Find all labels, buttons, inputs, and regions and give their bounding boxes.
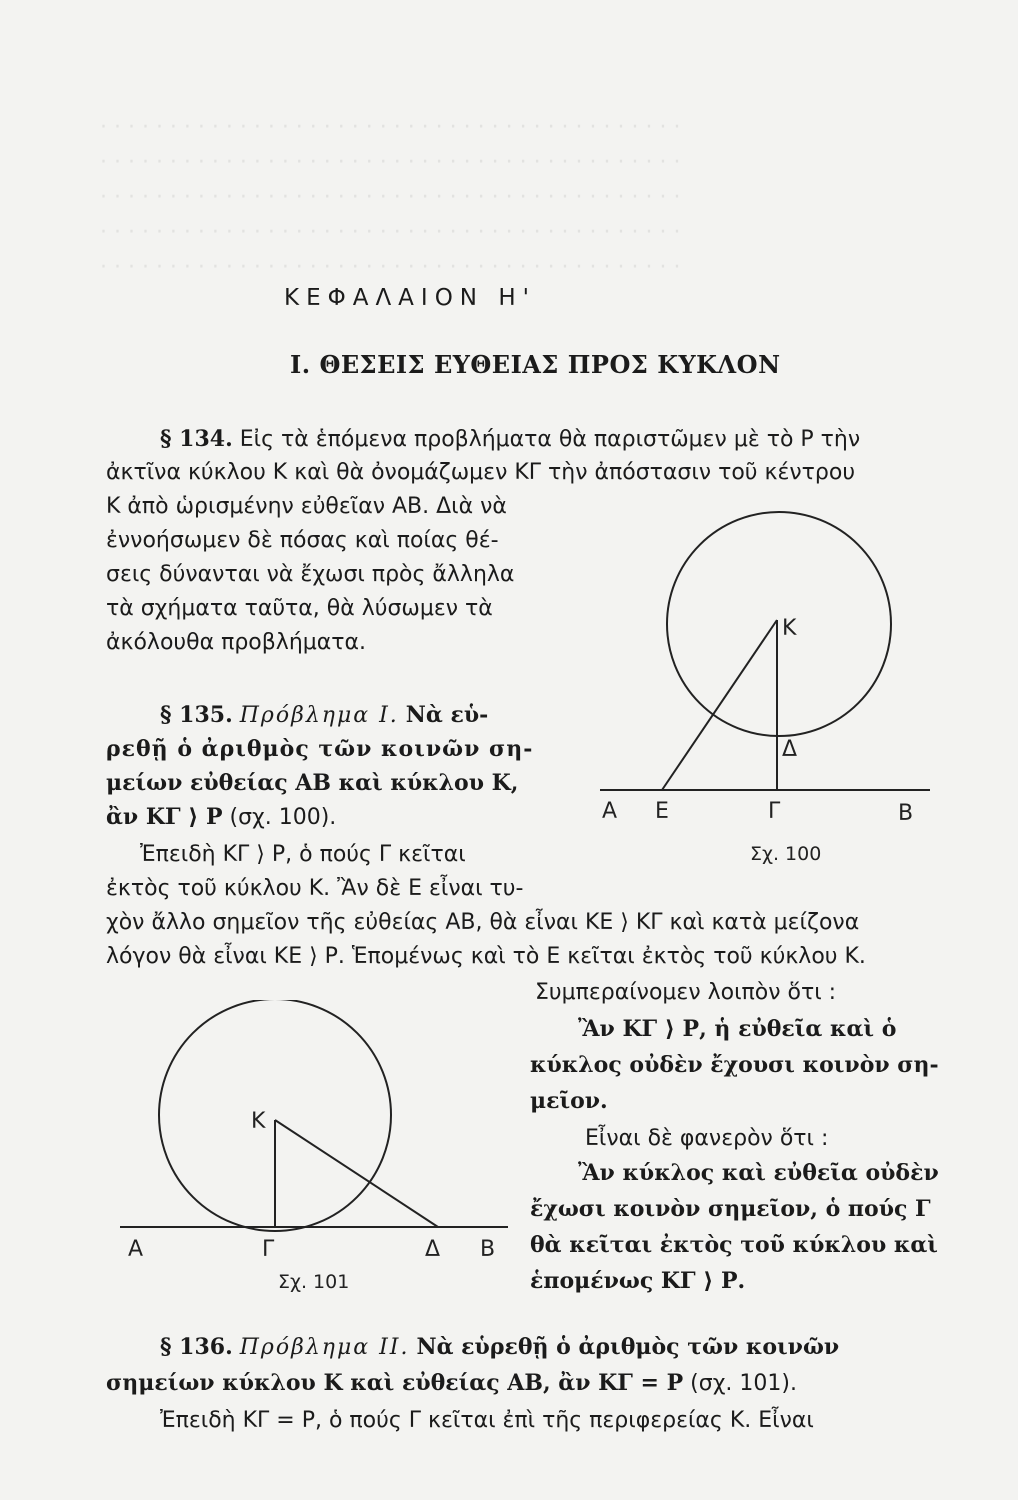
p135-line-2: ρεθῇ ὁ ἀριθμὸς τῶν κοινῶν ση- [106,736,534,762]
fig101-label-B: Β [480,1237,496,1262]
section-number-135: § 135. [160,702,233,728]
fig100-label-E: Ε [655,799,669,824]
conclusion-2-line-2: ἔχωσι κοινὸν σημεῖον, ὁ πούς Γ [530,1196,931,1222]
fig100-label-G: Γ [768,799,781,824]
fig101-segment-KD [275,1120,438,1227]
fig100-circle [667,512,891,736]
conclusion-1-line-3: μεῖον. [530,1088,608,1114]
p136-text-1: Νὰ εὑρεθῇ ὁ ἀριθμὸς τῶν κοινῶν [416,1334,840,1360]
p135-line-3: μείων εὐθείας ΑΒ καὶ κύκλου Κ, [106,770,519,796]
fig100-label-B: Β [898,801,914,826]
page-bleed-through: · · · · · · · · · · · · · · · · · · · · · · · · · · · · · · · · · · · · · · · · · · · · · · · · · · · · · · · · · · · · · · · · · · · · · · · · · · · · · · · · · · · · · · · · · · · · · · · · · · · · · · · · · · · · · · · · · · · · · · · · · · · · · · · · · · · · · · · · · · · · · · · · · · · · · · · · · · · · · · · · · · · · · · · · · · · · · · · · · · · · · · · · · · · · · · · · · · · · · · · · · · · · · · · · · · [100,115,681,280]
p136-condition: σημείων κύκλου Κ καὶ εὐθείας ΑΒ, ἂν ΚΓ = Ρ [106,1370,684,1396]
fig100-label-D: Δ [782,737,798,762]
p134-line-6: τὰ σχήματα ταῦτα, θὰ λύσωμεν τὰ [106,596,493,621]
conclusion-1-line-2: κύκλος οὐδὲν ἔχουσι κοινὸν ση- [530,1052,939,1078]
p135-condition: ἂν ΚΓ ⟩ Ρ [106,804,223,830]
fig100-caption: Σχ. 100 [750,843,822,865]
fig101-label-A: Α [128,1237,144,1262]
fig101-label-G: Γ [262,1237,275,1262]
fig100-segment-KE [662,620,777,790]
section-number-134: § 134. [160,426,233,452]
conclusion-1-line-1: Ἂν ΚΓ ⟩ Ρ, ἡ εὐθεῖα καὶ ὁ [578,1016,897,1042]
p134-line-5: σεις δύνανται νὰ ἔχωσι πρὸς ἄλληλα [106,562,515,587]
figure-100 [600,500,930,870]
section-number-136: § 136. [160,1334,233,1360]
p134-text-1: Εἰς τὰ ἑπόμενα προβλήματα θὰ παριστῶμεν μὲ τὸ Ρ τὴν [239,427,861,452]
p136-line-2 [106,1366,797,1401]
problem-label-1: Πρόβλημα Ι. [239,703,399,728]
p136-line-3: Ἐπειδὴ ΚΓ = Ρ, ὁ πούς Γ κεῖται ἐπὶ τῆς περιφερείας Κ. Εἶναι [160,1408,814,1433]
conclusion-2-line-1: Ἂν κύκλος καὶ εὐθεῖα οὐδὲν [578,1160,939,1186]
fig100-label-A: Α [602,799,618,824]
p136-figure-ref: (σχ. 101). [690,1371,797,1396]
p135-line-4 [106,800,336,835]
p134-line-2: ἀκτῖνα κύκλου Κ καὶ θὰ ὀνομάζωμεν ΚΓ τὴν ἀπόστασιν τοῦ κέντρου [106,460,856,485]
problem-label-2: Πρόβλημα ΙΙ. [239,1335,410,1360]
p135-line-6: ἐκτὸς τοῦ κύκλου Κ. Ἂν δὲ Ε εἶναι τυ- [106,876,524,901]
p134-line-7: ἀκόλουθα προβλήματα. [106,630,367,655]
p134-line-1 [160,422,860,457]
p135-line-7: χὸν ἄλλο σημεῖον τῆς εὐθείας ΑΒ, θὰ εἶναι ΚΕ ⟩ ΚΓ καὶ κατὰ μείζονα [106,910,860,935]
fig101-label-D: Δ [425,1237,441,1262]
p136-line-1 [160,1330,839,1365]
conclusion-2-line-3: θὰ κεῖται ἐκτὸς τοῦ κύκλου καὶ [530,1232,938,1258]
p135-figure-ref: (σχ. 100). [229,805,337,830]
fig101-label-K: Κ [251,1109,266,1134]
p135-text-1: Νὰ εὑ- [405,702,489,728]
p135-line-5: Ἐπειδὴ ΚΓ ⟩ Ρ, ὁ πούς Γ κεῖται [140,842,466,867]
fig100-label-K: Κ [782,616,797,641]
fig101-caption: Σχ. 101 [278,1271,350,1293]
section-title: Ι. ΘΕΣΕΙΣ ΕΥΘΕΙΑΣ ΠΡΟΣ ΚΥΚΛΟΝ [290,350,781,379]
p135-line-1 [160,698,488,733]
p135-line-9: Συμπεραίνομεν λοιπὸν ὅτι : [535,980,837,1005]
figure-101 [120,1000,510,1300]
p134-line-4: ἐννοήσωμεν δὲ πόσας καὶ ποίας θέ- [106,528,499,553]
p135-line-8: λόγον θὰ εἶναι ΚΕ ⟩ Ρ. Ἑπομένως καὶ τὸ Ε κεῖται ἐκτὸς τοῦ κύκλου Κ. [106,944,866,969]
chapter-heading: ΚΕΦΑΛΑΙΟΝ Η' [284,285,536,311]
p134-line-3: Κ ἀπὸ ὡρισμένην εὐθεῖαν ΑΒ. Διὰ νὰ [106,494,507,519]
p135-line-10: Εἶναι δὲ φανερὸν ὅτι : [585,1126,829,1151]
conclusion-2-line-4: ἑπομένως ΚΓ ⟩ Ρ. [530,1268,746,1294]
